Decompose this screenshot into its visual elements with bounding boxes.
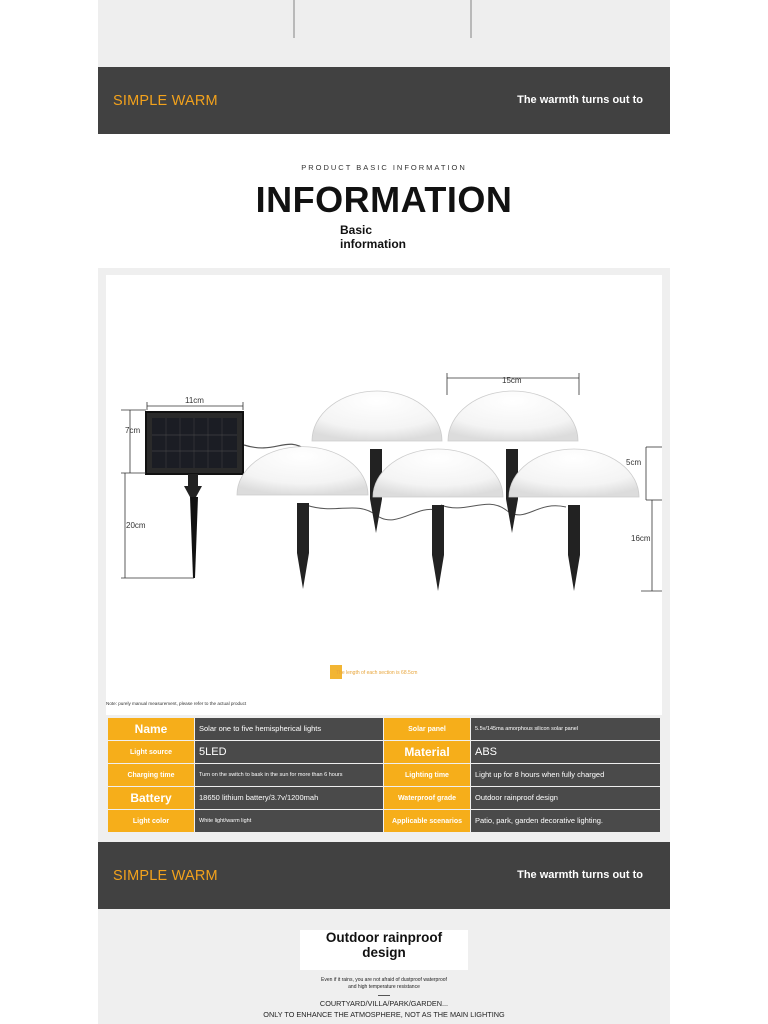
spec-value: Solar one to five hemispherical lights [195,718,383,740]
usage-line: ONLY TO ENHANCE THE ATMOSPHERE, NOT AS THE MAIN LIGHTING [263,1010,505,1019]
product-page [98,0,670,1024]
spec-label: Light source [108,741,194,763]
spec-value: White light/warm light [195,810,383,832]
panel-height-label: 7cm [125,426,141,435]
product-illustration [106,275,662,715]
spec-label: Waterproof grade [384,787,470,809]
section-description [98,977,670,991]
usage-line: COURTYARD/VILLA/PARK/GARDEN... [319,999,449,1008]
spec-row [108,764,660,786]
information-header [98,134,670,268]
page-title: INFORMATION [255,179,513,220]
spec-value: 18650 lithium battery/3.7v/1200mah [195,787,383,809]
solar-panel [146,412,243,578]
section-title-line: design [362,945,406,960]
description-line: and high temperature resistance [348,984,420,990]
banner-top [98,67,670,134]
banner-tagline: The warmth turns out to [517,869,643,881]
spec-label: Material [384,741,470,763]
spec-label: Lighting time [384,764,470,786]
top-strip [98,0,670,67]
spec-label: Applicable scenarios [384,810,470,832]
hanging-wire [470,0,472,38]
spec-label: Name [108,718,194,740]
cable [441,504,566,515]
spec-value: Patio, park, garden decorative lighting. [471,810,660,832]
usage-text [98,998,670,1020]
section-title [98,930,670,960]
panel-width-label: 11cm [185,396,204,405]
lamp-total-label: 16cm [631,534,651,543]
length-note: The length of each section is 68.5cm [336,670,418,676]
spec-value: ABS [471,741,660,763]
spec-row [108,787,660,809]
eyebrow-text: PRODUCT BASIC INFORMATION [301,163,467,172]
section-title-line: Outdoor rainproof [325,930,443,945]
spec-value: Outdoor rainproof design [471,787,660,809]
lamp-height-label: 5cm [626,458,642,467]
description-line: Even if it rains, you are not afraid of dustproof waterproof [321,977,447,983]
cable [306,505,436,520]
banner-bottom [98,842,670,909]
hanging-wire [293,0,295,38]
lamp-front-left [237,447,368,589]
lamp-width-label: 15cm [502,376,522,385]
divider [378,995,390,996]
stake-height-label: 20cm [126,521,146,530]
product-image-card [106,275,662,715]
banner-tagline: The warmth turns out to [517,94,643,106]
spec-value: 5LED [195,741,383,763]
spec-row [108,741,660,763]
subtitle-line: Basic [340,223,373,237]
spec-label: Charging time [108,764,194,786]
spec-value: Turn on the switch to bask in the sun for more than 6 hours [195,764,383,786]
spec-label: Light color [108,810,194,832]
spec-value: 5.5v/145ma amorphous silicon solar panel [471,718,660,740]
spec-label: Solar panel [384,718,470,740]
subtitle [340,223,406,251]
spec-value: Light up for 8 hours when fully charged [471,764,660,786]
subtitle-line: information [340,237,406,251]
spec-row [108,810,660,832]
banner-brand: SIMPLE WARM [113,868,218,884]
spec-row [108,718,660,740]
measurement-note: Note: purely manual measurement, please refer to the actual product [106,701,247,706]
spec-label: Battery [108,787,194,809]
banner-brand: SIMPLE WARM [113,93,218,109]
